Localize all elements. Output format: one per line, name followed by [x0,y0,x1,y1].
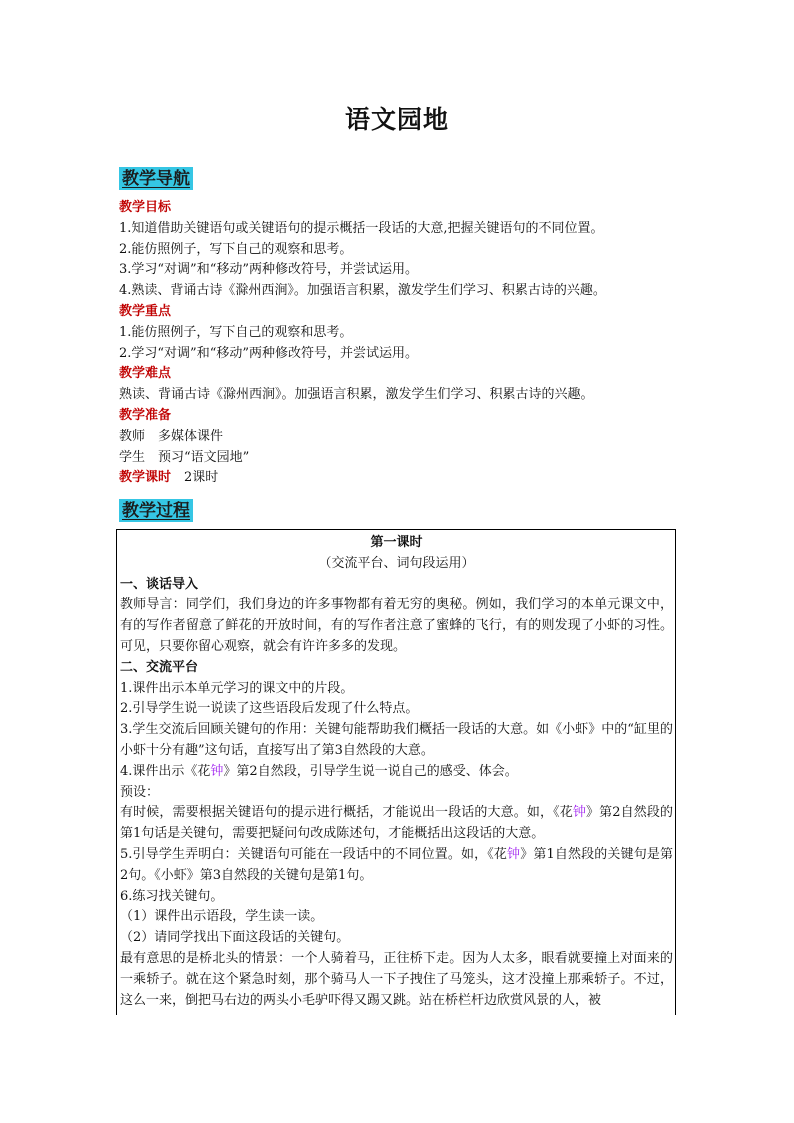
sub-step: （2）请同学找出下面这段话的关键句。 [120,930,350,946]
sub-step: （1）课件出示语段，学生读一读。 [120,909,324,925]
step-item [120,762,673,783]
part1-heading: 一、谈话导入 [120,576,199,592]
class-hours-value: 2课时 [171,470,219,486]
step-highlight: 钟 [507,846,521,862]
step-text: 》第1自然段的关键句是第2句。《小虾》第3自然段的关键句是第1句。 [120,846,673,883]
step-highlight: 钟 [210,763,224,779]
goals-heading: 教学目标 [119,200,172,215]
document-title: 语文园地 [344,105,449,134]
preset-label: 预设： [120,784,160,800]
key-point-item: 1.能仿照例子，写下自己的观察和思考。 [119,324,353,340]
preset-part: 有时候，需要根据关键语句的提示进行概括，才能说出一段话的大意。如，《花 [120,805,573,821]
step-text: 4.课件出示《花 [120,763,211,779]
part1-text: 教师导言：同学们，我们身边的许多事物都有着无穷的奥秘。例如，我们学习的本单元课文中，有的写作者留意了鲜花的开放时间，有的写作者注意了蜜蜂的飞行，有的则发现了小虾的习性。可见，只要你留心观察，就会有许许多多的发现。 [120,597,673,654]
goal-item: 4.熟读、背诵古诗《滁州西涧》。加强语言积累，激发学生们学习、积累古诗的兴趣。 [119,283,606,299]
lesson-subtitle: （交流平台、词句段运用） [318,555,475,571]
class-hours-row [119,468,679,489]
step-item: 1.课件出示本单元学习的课文中的片段。 [120,680,354,696]
goal-item: 2.能仿照例子，写下自己的观察和思考。 [119,241,353,257]
preparation-teacher: 教师 多媒体课件 [119,428,224,444]
lesson-title: 第一课时 [370,535,423,550]
lesson-table [116,529,676,1015]
lesson-cell [117,530,675,1011]
class-hours-label: 教学课时 [119,470,172,486]
difficulties-text: 熟读、背诵古诗《滁州西涧》。加强语言积累，激发学生们学习、积累古诗的兴趣。 [119,387,594,403]
step-item [120,845,673,887]
step-text: 》第2自然段，引导学生说一说自己的感受、体会。 [223,763,518,779]
preset-part: 》第2自然段的第1句话是关键句，需要把疑问句改成陈述句，才能概括出这段话的大意。 [120,805,673,842]
step-item: 3.学生交流后回顾关键句的作用：关键句能帮助我们概括一段话的大意。如《小虾》中的“缸里的小虾十分有趣”这句话，直接写出了第3自然段的大意。 [120,722,673,758]
difficulties-heading: 教学难点 [119,366,172,382]
step-item: 6.练习找关键句。 [120,888,224,904]
section-heading-nav: 教学导航 [119,167,193,190]
preparation-heading: 教学准备 [119,407,172,423]
step-text: 5.引导学生弄明白：关键语句可能在一段话中的不同位置。如，《花 [120,846,508,862]
part2-heading: 二、交流平台 [120,659,199,675]
preset-highlight: 钟 [572,805,586,821]
step-item: 2.引导学生说一说读了这些语段后发现了什么特点。 [120,701,419,717]
exercise-passage: 最有意思的是桥北头的情景：一个人骑着马，正往桥下走。因为人太多，眼看就要撞上对面来的一乘轿子。就在这个紧急时刻，那个骑马人一下子拽住了马笼头，这才没撞上那乘轿子。不过，这么一来，倒把马右边的两头小毛驴吓得又踢又跳。站在桥栏杆边欣赏风景的人，被 [120,950,673,1008]
section-heading-process: 教学过程 [119,499,193,522]
preparation-student: 学生 预习“语文园地” [119,449,250,465]
goal-item: 1.知道借助关键语句或关键语句的提示概括一段话的大意,把握关键语句的不同位置。 [119,220,604,236]
preset-text [120,803,673,845]
key-point-item: 2.学习“对调”和“移动”两种修改符号，并尝试运用。 [119,345,418,361]
goal-item: 3.学习“对调”和“移动”两种修改符号，并尝试运用。 [119,262,418,278]
key-points-heading: 教学重点 [119,303,172,319]
teaching-navigation [119,198,679,489]
